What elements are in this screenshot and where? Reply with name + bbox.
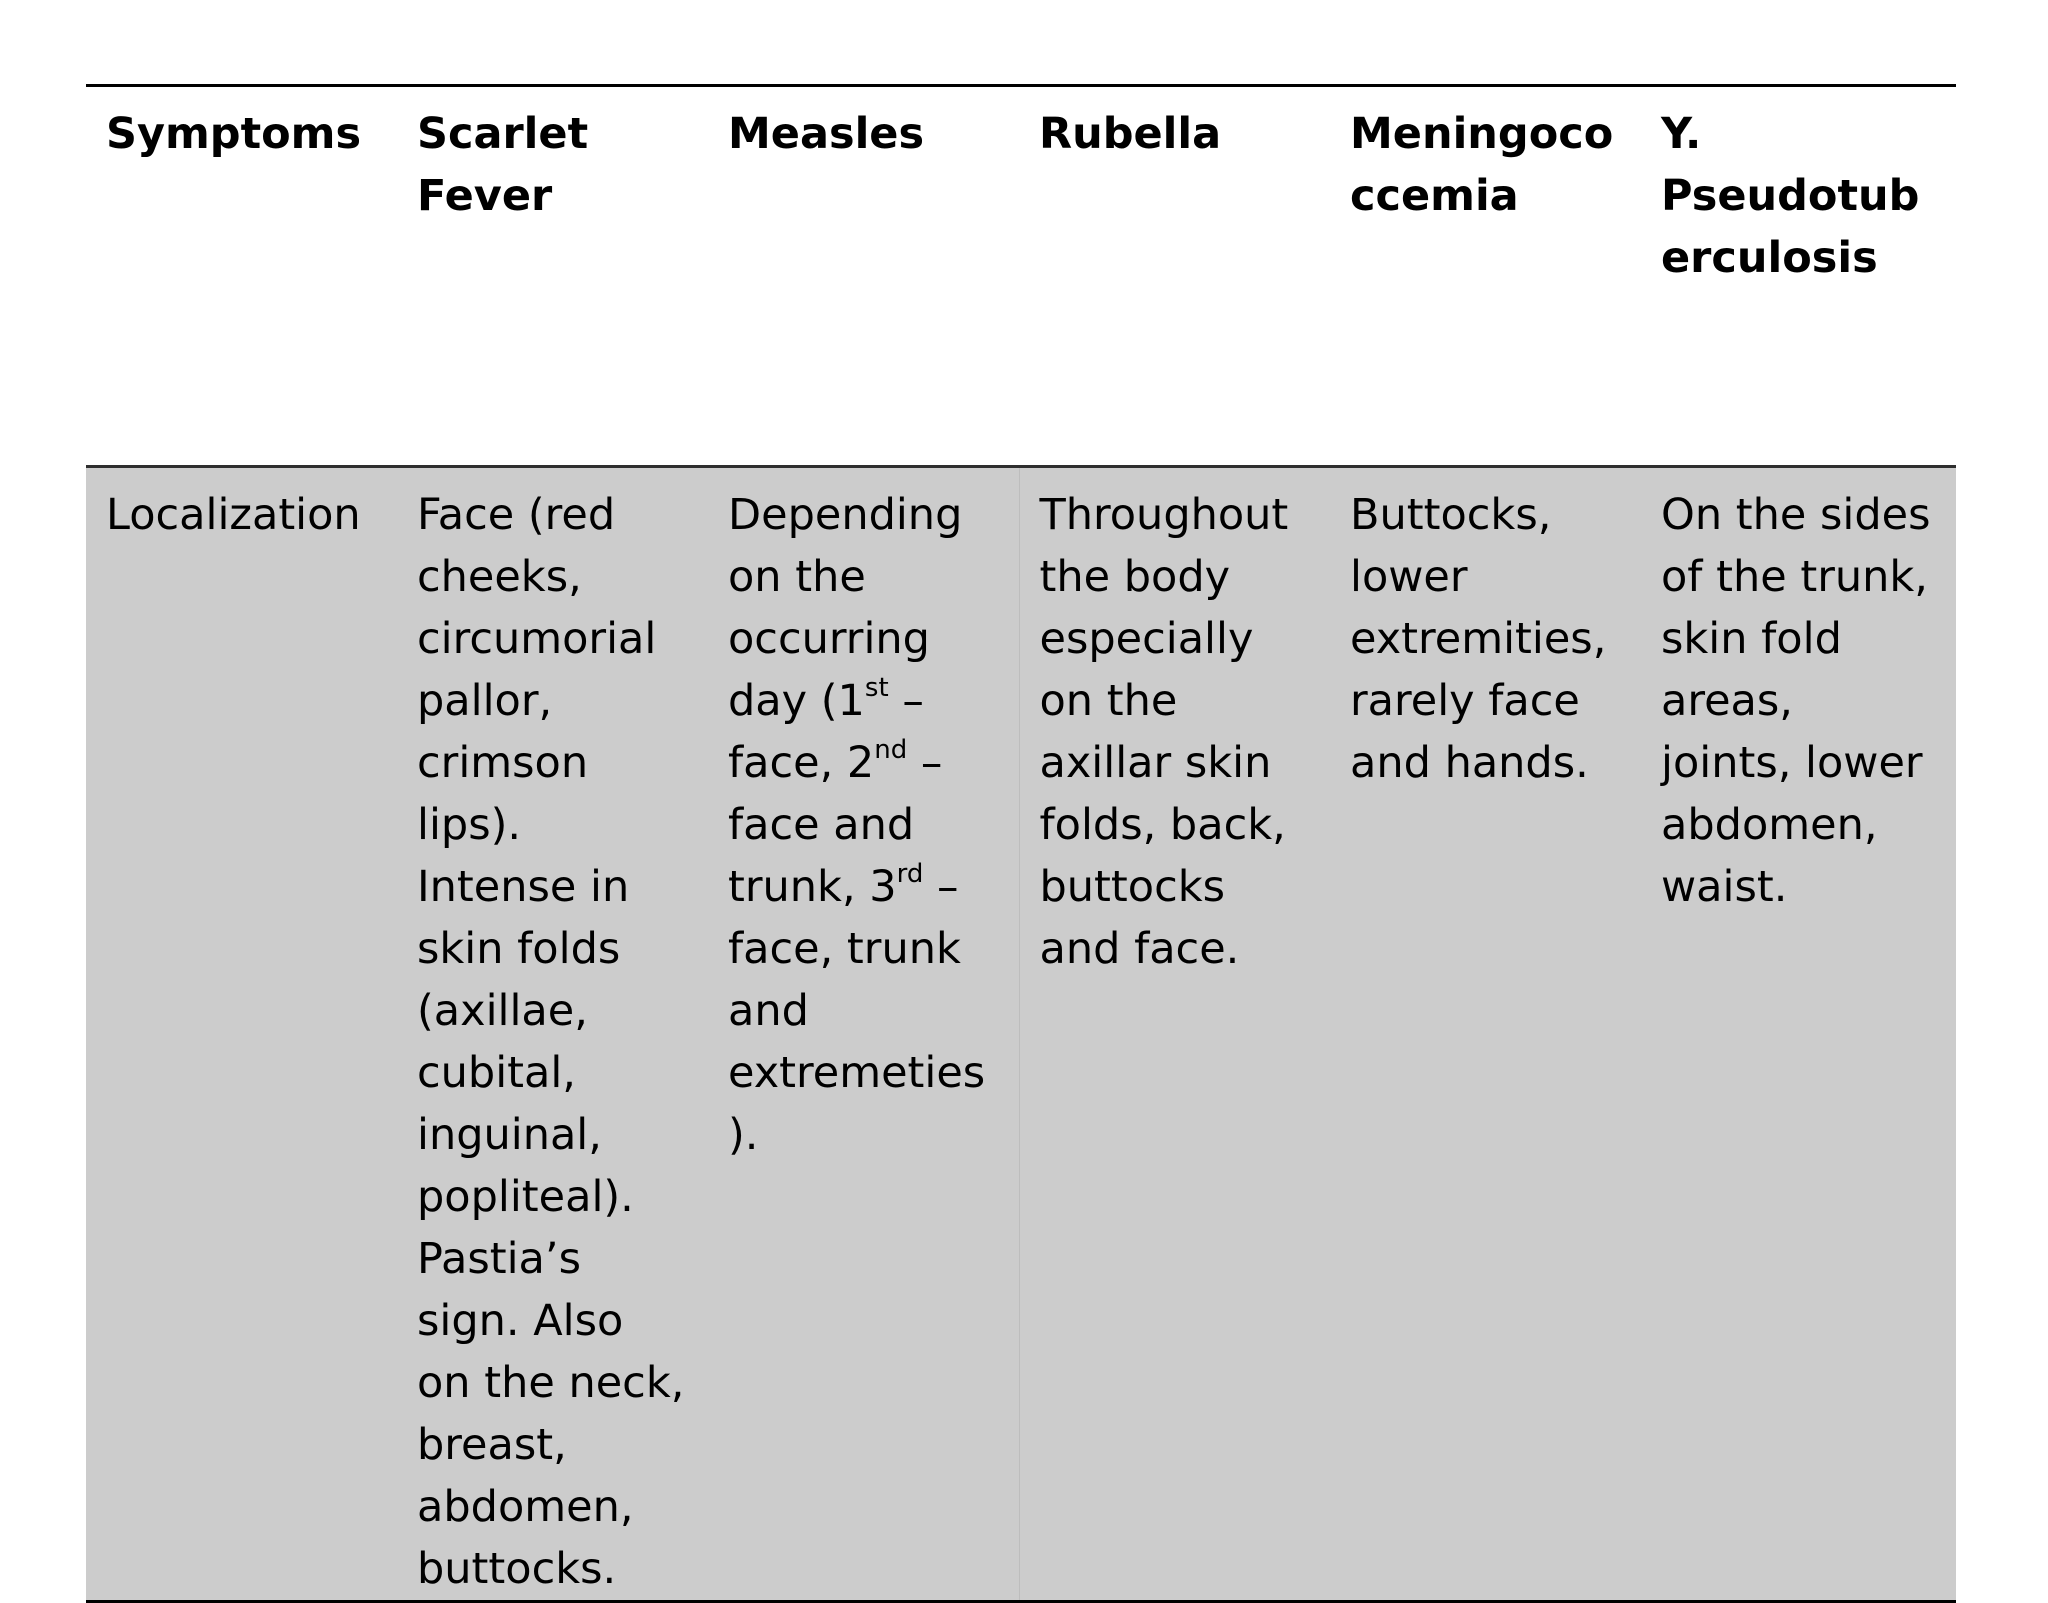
header-y-pseudotuberculosis: Y. Pseudotuberculosis — [1641, 86, 1956, 467]
symptoms-comparison-table — [86, 84, 1956, 1603]
table-row-localization — [86, 467, 1956, 1602]
cell-scarlet-fever: Face (red cheeks, circumorial pallor, crimson lips). Intense in skin folds (axillae, cubital, inguinal, popliteal). Pastia’s sign. Also on the neck, breast, abdomen, buttocks. — [397, 467, 708, 1602]
measles-text-3: – face and trunk, 3 — [728, 738, 943, 912]
measles-sup-1: st — [864, 672, 889, 703]
cell-meningococcemia: Buttocks, lower extremities, rarely face and hands. — [1330, 467, 1641, 1602]
cell-measles — [708, 467, 1019, 1602]
measles-sup-2: nd — [874, 734, 908, 765]
header-meningococcemia: Meningococcemia — [1330, 86, 1641, 467]
cell-y-pseudotuberculosis: On the sides of the trunk, skin fold areas, joints, lower abdomen, waist. — [1641, 467, 1956, 1602]
cell-rubella: Throughout the body especially on the axillar skin folds, back, buttocks and face. — [1019, 467, 1330, 1602]
measles-text-2: – face, 2 — [728, 676, 924, 788]
header-scarlet-fever: Scarlet Fever — [397, 86, 708, 467]
measles-text-1: Depending on the occurring day (1 — [728, 490, 963, 726]
header-measles: Measles — [708, 86, 1019, 467]
measles-sup-3: rd — [896, 858, 924, 889]
table-header-row — [86, 86, 1956, 467]
header-rubella: Rubella — [1019, 86, 1330, 467]
header-symptoms: Symptoms — [86, 86, 397, 467]
row-label-localization: Localization — [86, 467, 397, 1602]
measles-text-4: – face, trunk and extremeties). — [728, 862, 986, 1160]
